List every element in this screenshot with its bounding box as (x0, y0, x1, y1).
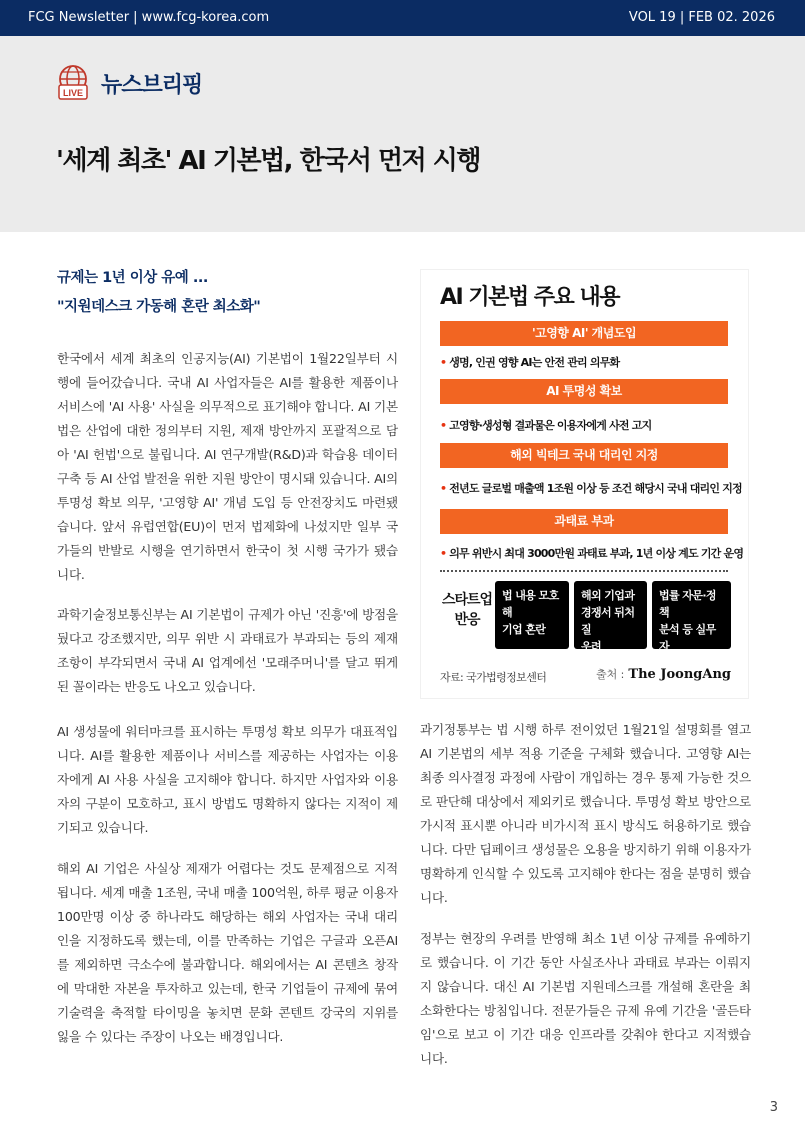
live-badge: LIVE (62, 88, 84, 98)
infographic-credit (596, 666, 731, 682)
globe-live-icon (56, 64, 92, 102)
section-band: 과태료 부과 (440, 509, 728, 534)
paragraph (420, 718, 751, 910)
paragraph-text: AI 생성물에 워터마크를 표시하는 투명성 확보 의무가 대표적입니다. AI를 활용한 제품이나 서비스를 제공하는 사업자는 이용자에게 AI 사용 사실을 고지해야 합니다. 하지만 사업자와 이용자의 구분이 모호하고, 표시 방법도 명확하지 않다는 지적이 제기되고 있습니다. (57, 724, 398, 835)
paragraph (57, 857, 398, 1049)
infographic-source: 자료: 국가법령정보센터 (440, 671, 547, 684)
section-brand (56, 64, 202, 102)
section-item (440, 480, 742, 496)
section-item (440, 354, 619, 370)
section-item (440, 545, 743, 561)
section-title: 뉴스브리핑 (101, 72, 203, 98)
reaction-box: 해외 기업과 경쟁서 뒤처질 우려 (574, 581, 647, 649)
paragraph-text: 한국에서 세계 최초의 인공지능(AI) 기본법이 1월22일부터 시행에 들어갔습니다. 국내 AI 사업자들은 AI를 활용한 제품이나 서비스에 'AI 사용' 사실을 의무적으로 표기해야 합니다. AI 기본법은 산업에 대한 정의부터 지원, 제재 방안까지 포괄적으로 담아 'AI 헌법'으로 불립니다. AI 연구개발(R&D)과 학습용 데이터 구축 등 AI 산업 발전을 위한 지원 방안이 명시돼 있습니다. AI의 투명성 확보 의무, '고영향 AI' 개념 도입 등 안전장치도 마련됐습니다. 앞서 유럽연합(EU)이 먼저 법제화에 나섰지만 일부 국가들의 반발로 시행을 연기하면서 한국이 첫 시행 국가가 됐습니다. (57, 351, 398, 582)
section-item (440, 417, 651, 433)
paragraph (57, 603, 398, 699)
reaction-label (439, 590, 495, 630)
hero-section (0, 36, 805, 232)
bullet-icon: • (440, 419, 447, 432)
issue-info: VOL 19 | FEB 02. 2026 (628, 10, 775, 25)
paragraph-text: 과기정통부는 법 시행 하루 전이었던 1월21일 설명회를 열고 AI 기본법의 세부 적용 기준을 구체화 했습니다. 고영향 AI는 최종 의사결정 과정에 사람이 개입하는 경우 통제 가능한 것으로 판단해 대상에서 제외키로 했습니다. 투명성 확보 방안으로 가시적 표시뿐 아니라 비가시적 표시 방식도 허용하기로 했습니다. 다만 딥페이크 생성물은 오용을 방지하기 위해 이용자가 명확하게 인식할 수 있도록 고지해야 한다는 점을 분명히 했습니다. (420, 722, 751, 905)
credit-prefix: 출처 : (595, 668, 625, 681)
infographic (420, 269, 749, 699)
reaction-box: 법률 자문·정책 분석 등 실무자 비용 부담 (652, 581, 731, 649)
bullet-icon: • (440, 482, 447, 495)
paragraph-text: 정부는 현장의 우려를 반영해 최소 1년 이상 규제를 유예하기로 했습니다. 이 기간 동안 사실조사나 과태료 부과는 이뤄지지 않습니다. 대신 AI 기본법 지원데스크를 개설해 혼란을 최소화한다는 방침입니다. 전문가들은 규제 유예 기간을 '골든타임'으로 보고 이 기간 대응 인프라를 갖춰야 한다고 지적했습니다. (420, 931, 751, 1066)
bullet-icon: • (440, 356, 447, 369)
section-band: AI 투명성 확보 (440, 379, 728, 404)
page-number: 3 (769, 1100, 778, 1115)
section-band: '고영향 AI' 개념도입 (440, 321, 728, 346)
subhead-line-1: 규제는 1년 이상 유예 ... (57, 270, 208, 286)
newsletter-info: FCG Newsletter | www.fcg-korea.com (28, 10, 270, 25)
section-item-text: 의무 위반시 최대 3000만원 과태료 부과, 1년 이상 계도 기간 운영 (449, 547, 744, 560)
article-subhead (57, 264, 397, 322)
reaction-label-text: 스타트업 반응 (441, 592, 493, 628)
paragraph (420, 927, 751, 1071)
infographic-title: AI 기본법 주요 내용 (440, 285, 619, 310)
bullet-icon: • (440, 547, 447, 560)
paragraph-text: 과학기술정보통신부는 AI 기본법이 규제가 아닌 '진흥'에 방점을 뒀다고 강조했지만, 의무 위반 시 과태료가 부과되는 등의 제재 조항이 부각되면서 국내 AI 업계에선 '모래주머니'를 달고 뛰게 된 꼴이라는 반응도 나오고 있습니다. (57, 607, 398, 694)
header-bar (0, 0, 805, 36)
paragraph (57, 720, 398, 840)
paragraph-text: 해외 AI 기업은 사실상 제재가 어렵다는 것도 문제점으로 지적됩니다. 세계 매출 1조원, 국내 매출 100억원, 하루 평균 이용자 100만명 이상 중 하나라도 해당하는 해외 사업자는 국내 대리인을 지정하도록 했는데, 이를 만족하는 기업은 구글과 오픈AI를 제외하면 극소수에 불과합니다. 해외에서는 AI 콘텐츠 창작에 막대한 자본을 투자하고 있는데, 한국 기업들이 규제에 묶여 기술력을 축적할 타이밍을 놓치면 문화 콘텐트 강국의 지위를 잃을 수 있다는 주장이 나오는 배경입니다. (57, 861, 398, 1044)
article-headline: '세계 최초' AI 기본법, 한국서 먼저 시행 (56, 146, 481, 176)
section-item-text: 생명, 인권 영향 AI는 안전 관리 의무화 (449, 356, 620, 369)
subhead-line-2: "지원데스크 가동해 혼란 최소화" (57, 299, 261, 315)
section-item-text: 전년도 글로벌 매출액 1조원 이상 등 조건 해당시 국내 대리인 지정 (449, 482, 742, 495)
divider (440, 570, 728, 572)
reaction-box: 법 내용 모호해 기업 혼란 (495, 581, 569, 649)
paragraph (57, 347, 398, 587)
section-band: 해외 빅테크 국내 대리인 지정 (440, 443, 728, 468)
joongang-logo: The JoongAng (628, 667, 731, 682)
section-item-text: 고영향·생성형 결과물은 이용자에게 사전 고지 (449, 419, 652, 432)
